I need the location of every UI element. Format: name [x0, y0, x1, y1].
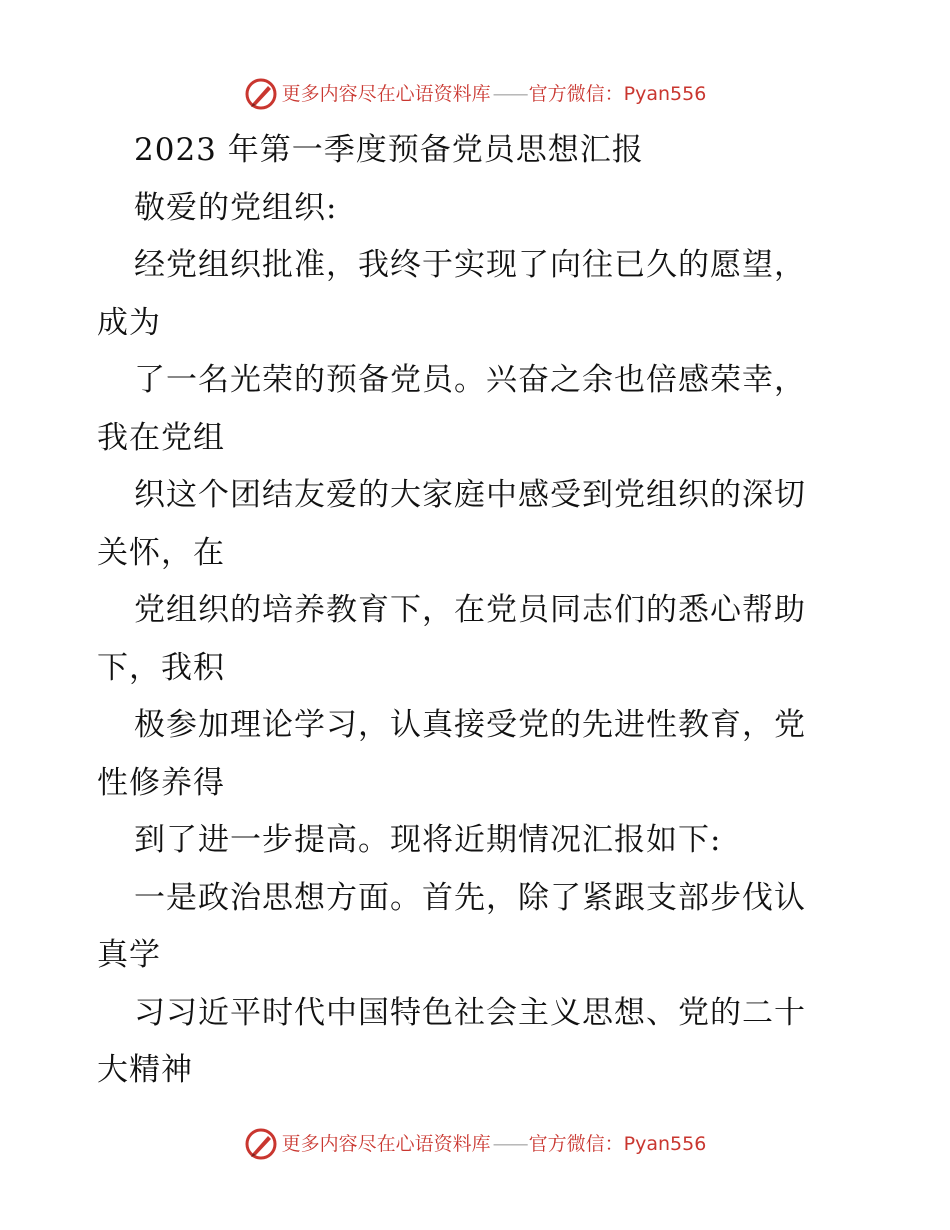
- pen-circle-icon: [244, 77, 278, 111]
- text-line: 关怀，在: [97, 534, 225, 571]
- text-line: 极参加理论学习，认真接受党的先进性教育，党: [134, 707, 806, 743]
- text-line: 到了进一步提高。现将近期情况汇报如下:: [134, 822, 722, 858]
- watermark-suffix: 官方微信：Pyan556: [528, 83, 707, 105]
- watermark-suffix: 官方微信：Pyan556: [528, 1133, 707, 1155]
- watermark-text: 更多内容尽在心语资料库: [281, 83, 491, 105]
- text-line: 下，我积: [97, 649, 225, 686]
- text-line: 了一名光荣的预备党员。兴奋之余也倍感荣幸，: [134, 362, 806, 398]
- text-line: 敬爱的党组织:: [134, 189, 338, 226]
- document-body: [97, 122, 857, 1100]
- text-line: 真学: [97, 937, 161, 973]
- text-line: 我在党组: [97, 419, 225, 456]
- text-line: 性修养得: [97, 764, 225, 801]
- footer-watermark: [0, 1127, 950, 1161]
- header-watermark: [0, 77, 950, 111]
- document-title: 2023 年第一季度预备党员思想汇报: [134, 132, 644, 168]
- text-line: 一是政治思想方面。首先，除了紧跟支部步伐认: [134, 879, 806, 916]
- pen-circle-icon: [244, 1127, 278, 1161]
- text-line: 织这个团结友爱的大家庭中感受到党组织的深切: [134, 477, 806, 513]
- text-line: 习习近平时代中国特色社会主义思想、党的二十: [134, 994, 806, 1031]
- text-line: 大精神: [97, 1052, 193, 1088]
- text-line: 党组织的培养教育下，在党员同志们的悉心帮助: [134, 592, 806, 628]
- watermark-separator: ——: [492, 1133, 527, 1155]
- text-line: 成为: [97, 304, 161, 341]
- watermark-separator: ——: [492, 83, 527, 105]
- watermark-text: 更多内容尽在心语资料库: [281, 1133, 491, 1155]
- text-line: 经党组织批准，我终于实现了向往已久的愿望，: [134, 247, 806, 283]
